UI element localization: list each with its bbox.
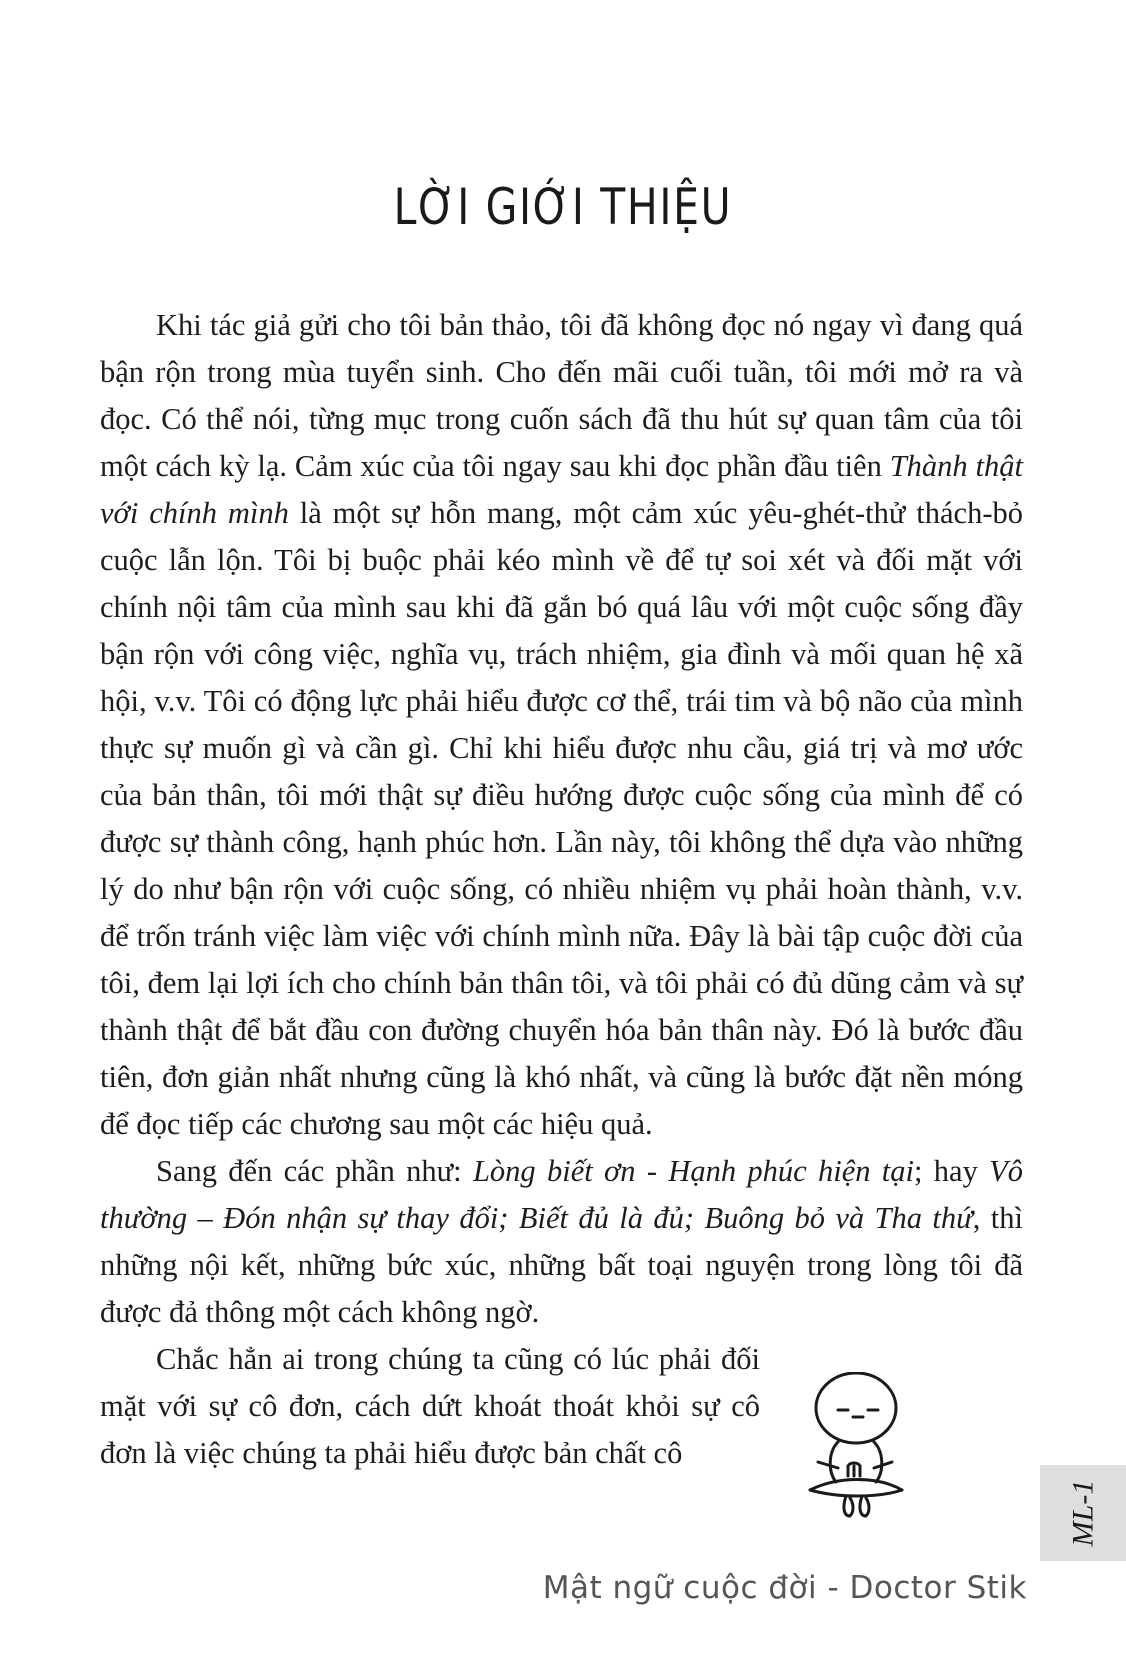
body-text <box>100 302 1023 1477</box>
paragraph-1: Khi tác giả gửi cho tôi bản thảo, tôi đã không đọc nó ngay vì đang quá bận rộn trong mùa tuyển sinh. Cho đến mãi cuối tuần, tôi mới mở ra và đọc. Có thể nói, từng mục trong cuốn sách đã thu hút sự quan tâm của tôi một cách kỳ lạ. Cảm xúc của tôi ngay sau khi đọc phần đầu tiên Thành thật với chính mình là một sự hỗn mang, một cảm xúc yêu-ghét-thử thách-bỏ cuộc lẫn lộn. Tôi bị buộc phải kéo mình về để tự soi xét và đối mặt với chính nội tâm của mình sau khi đã gắn bó quá lâu với một cuộc sống đầy bận rộn với công việc, nghĩa vụ, trách nhiệm, gia đình và mối quan hệ xã hội, v.v. Tôi có động lực phải hiểu được cơ thể, trái tim và bộ não của mình thực sự muốn gì và cần gì. Chỉ khi hiểu được nhu cầu, giá trị và mơ ước của bản thân, tôi mới thật sự điều hướng được cuộc sống của mình để có được sự thành công, hạnh phúc hơn. Lần này, tôi không thể dựa vào những lý do như bận rộn với cuộc sống, có nhiều nhiệm vụ phải hoàn thành, v.v. để trốn tránh việc làm việc với chính mình nữa. Đây là bài tập cuộc đời của tôi, đem lại lợi ích cho chính bản thân tôi, và tôi phải có đủ dũng cảm và sự thành thật để bắt đầu con đường chuyển hóa bản thân này. Đó là bước đầu tiên, đơn giản nhất nhưng cũng là khó nhất, và cũng là bước đặt nền móng để đọc tiếp các chương sau một các hiệu quả. <box>100 308 1023 1141</box>
page-title: LỜI GIỚI THIỆU <box>393 178 733 236</box>
paragraph-2: Sang đến các phần như: Lòng biết ơn - Hạnh phúc hiện tại; hay Vô thường – Đón nhận sự thay đổi; Biết đủ là đủ; Buông bỏ và Tha thứ, thì những nội kết, những bức xúc, những bất toại nguyện trong lòng tôi đã được đả thông một cách không ngờ. <box>100 1154 1024 1329</box>
section-tab <box>1040 1465 1126 1561</box>
running-footer: Mật ngữ cuộc đời - Doctor Stik <box>542 1570 1027 1606</box>
section-tab-label: ML-1 <box>1065 1479 1099 1547</box>
meditating-stick-figure-icon <box>808 1372 958 1542</box>
paragraph-3: Chắc hẳn ai trong chúng ta cũng có lúc phải đối mặt với sự cô đơn, cách dứt khoát thoát khỏi sự cô đơn là việc chúng ta phải hiểu được bản chất cô <box>100 1342 760 1470</box>
